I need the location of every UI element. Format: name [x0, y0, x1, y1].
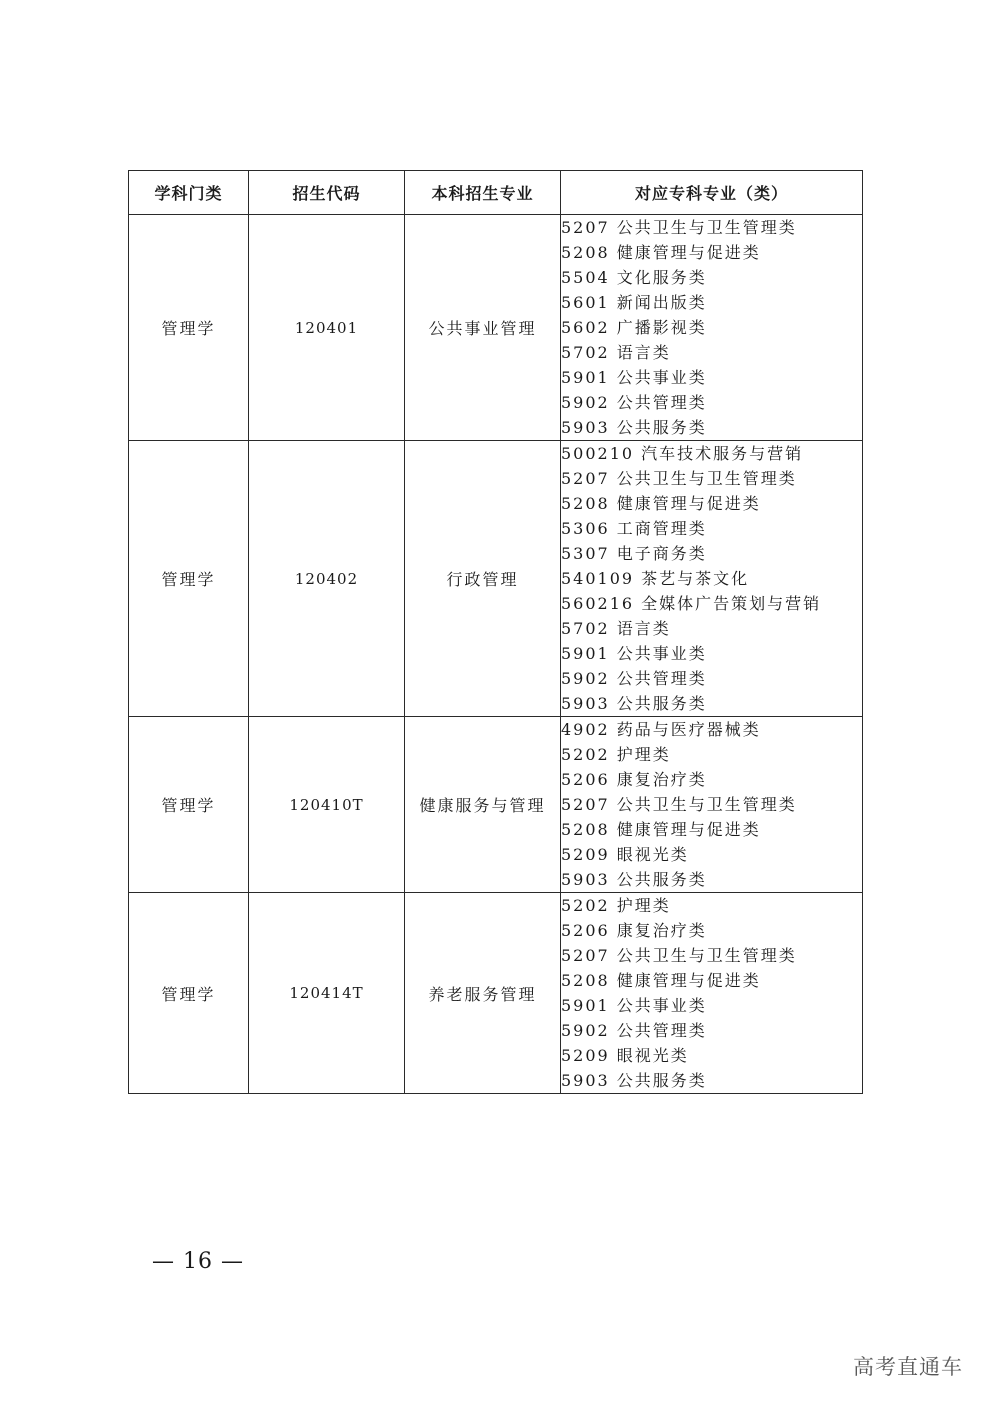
- watermark-text: 高考直通车: [853, 1355, 963, 1379]
- list-item: 500210 汽车技术服务与营销: [561, 444, 804, 463]
- list-item: 5202 护理类: [561, 896, 671, 915]
- header-code: 招生代码: [249, 171, 405, 215]
- cell-category: 管理学: [129, 215, 249, 441]
- table-row: [129, 215, 863, 441]
- list-item: 5902 公共管理类: [561, 1021, 707, 1040]
- cell-category: 管理学: [129, 717, 249, 893]
- header-category: 学科门类: [129, 171, 249, 215]
- list-item: 5202 护理类: [561, 745, 671, 764]
- cell-code: 120402: [249, 441, 405, 717]
- cell-major: 公共事业管理: [405, 215, 561, 441]
- table-row: [129, 717, 863, 893]
- list-item: 5206 康复治疗类: [561, 921, 707, 940]
- header-major: 本科招生专业: [405, 171, 561, 215]
- list-item: 4902 药品与医疗器械类: [561, 720, 761, 739]
- cell-major: 养老服务管理: [405, 893, 561, 1094]
- list-item: 5504 文化服务类: [561, 268, 707, 287]
- list-item: 5208 健康管理与促进类: [561, 820, 761, 839]
- list-item: 5702 语言类: [561, 343, 671, 362]
- list-item: 5307 电子商务类: [561, 544, 707, 563]
- list-item: 5209 眼视光类: [561, 1046, 689, 1065]
- list-item: 5903 公共服务类: [561, 418, 707, 437]
- list-item: 5209 眼视光类: [561, 845, 689, 864]
- list-item: 5208 健康管理与促进类: [561, 494, 761, 513]
- cell-category: 管理学: [129, 441, 249, 717]
- cell-major: 行政管理: [405, 441, 561, 717]
- cell-category: 管理学: [129, 893, 249, 1094]
- cell-code: 120414T: [249, 893, 405, 1094]
- list-item: 5903 公共服务类: [561, 694, 707, 713]
- cell-related-list: [561, 717, 863, 893]
- list-item: 5903 公共服务类: [561, 870, 707, 889]
- list-item: 5901 公共事业类: [561, 996, 707, 1015]
- list-item: 5601 新闻出版类: [561, 293, 707, 312]
- list-item: 5206 康复治疗类: [561, 770, 707, 789]
- cell-related-list: [561, 893, 863, 1094]
- page-number: — 16 —: [152, 1249, 244, 1274]
- list-item: 5903 公共服务类: [561, 1071, 707, 1090]
- cell-major: 健康服务与管理: [405, 717, 561, 893]
- list-item: 5702 语言类: [561, 619, 671, 638]
- list-item: 5902 公共管理类: [561, 393, 707, 412]
- cell-code: 120401: [249, 215, 405, 441]
- cell-code: 120410T: [249, 717, 405, 893]
- list-item: 5902 公共管理类: [561, 669, 707, 688]
- table-row: [129, 893, 863, 1094]
- list-item: 560216 全媒体广告策划与营销: [561, 594, 822, 613]
- cell-related-list: [561, 215, 863, 441]
- list-item: 5207 公共卫生与卫生管理类: [561, 946, 797, 965]
- table-row: [129, 441, 863, 717]
- list-item: 5901 公共事业类: [561, 644, 707, 663]
- list-item: 5208 健康管理与促进类: [561, 243, 761, 262]
- list-item: 5306 工商管理类: [561, 519, 707, 538]
- list-item: 540109 茶艺与茶文化: [561, 569, 750, 588]
- list-item: 5207 公共卫生与卫生管理类: [561, 469, 797, 488]
- list-item: 5208 健康管理与促进类: [561, 971, 761, 990]
- cell-related-list: [561, 441, 863, 717]
- major-mapping-table: [128, 170, 863, 1094]
- list-item: 5207 公共卫生与卫生管理类: [561, 795, 797, 814]
- table-header-row: [129, 171, 863, 215]
- list-item: 5207 公共卫生与卫生管理类: [561, 218, 797, 237]
- list-item: 5602 广播影视类: [561, 318, 707, 337]
- list-item: 5901 公共事业类: [561, 368, 707, 387]
- header-related: 对应专科专业（类）: [561, 171, 863, 215]
